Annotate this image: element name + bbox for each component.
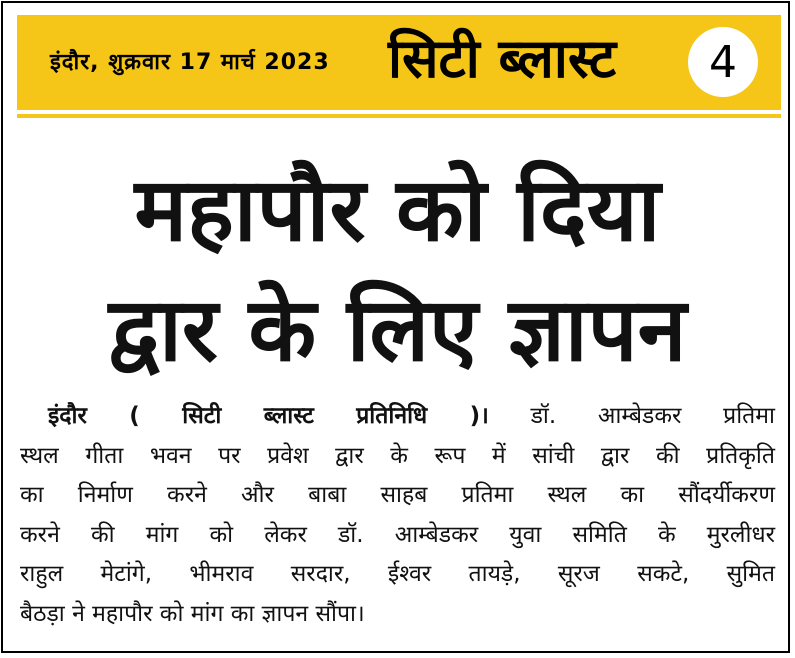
article-line-4: करने की मांग को लेकर डॉ. आम्बेडकर युवा समिति के मुरलीधर xyxy=(20,521,775,548)
newspaper-name: सिटी ब्लास्ट xyxy=(388,26,617,90)
article-line-1 xyxy=(20,397,775,437)
page-number-badge xyxy=(688,27,758,97)
headline-line-1: महापौर को दिया xyxy=(134,158,661,261)
page-number: 4 xyxy=(709,36,737,88)
article-lead: इंदौर ( सिटी ब्लास्ट प्रतिनिधि )। xyxy=(48,403,489,429)
article-body xyxy=(20,397,775,634)
article-line-6: बैठड़ा ने महापौर को मांग का ज्ञापन सौंपा। xyxy=(20,600,365,627)
dateline: इंदौर, शुक्रवार 17 मार्च 2023 xyxy=(50,50,330,75)
headline xyxy=(20,150,775,390)
article-line-2: स्थल गीता भवन पर प्रवेश द्वार के रूप में सांची द्वार की प्रतिकृति xyxy=(20,442,775,469)
headline-line-2: द्वार के लिए ज्ञापन xyxy=(108,278,687,381)
article-line-1-text: डॉ. आम्बेडकर प्रतिमा xyxy=(530,403,775,429)
masthead-rule xyxy=(17,114,781,118)
article-line-5: राहुल मेटांगे, भीमराव सरदार, ईश्वर तायड़े, सूरज सकटे, सुमित xyxy=(20,561,775,587)
article-line-3: का निर्माण करने और बाबा साहब प्रतिमा स्थल का सौंदर्यीकरण xyxy=(20,482,775,508)
